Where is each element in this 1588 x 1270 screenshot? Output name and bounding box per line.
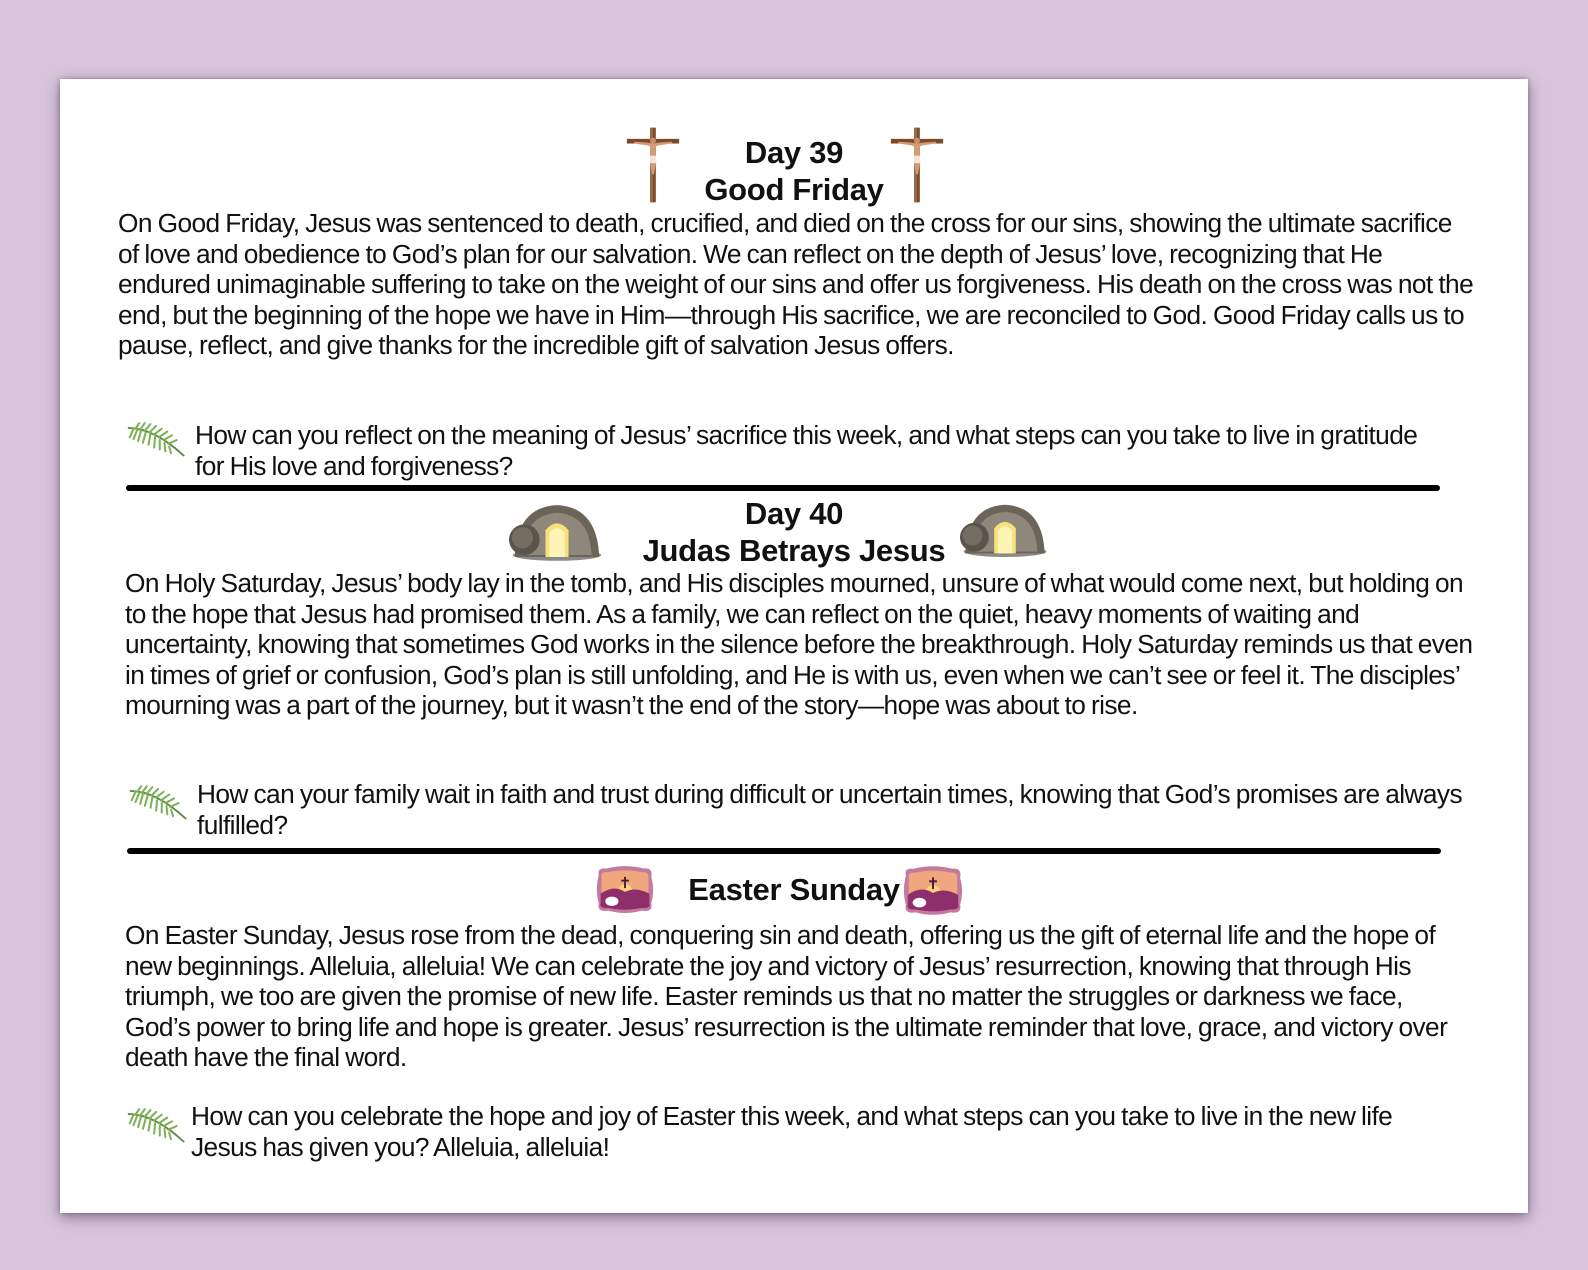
reflection-prompt: How can you reflect on the meaning of Jesus’ sacrifice this week, and what steps can you take to live in gratitude for His love and forgiveness? [195,420,1418,481]
reflection-prompt: How can your family wait in faith and trust during difficult or uncertain times, knowing that God’s promises are always fulfilled? [197,779,1462,840]
section-heading [60,134,1528,208]
palm-branch-icon [126,1108,186,1146]
section-divider [127,848,1441,854]
section-body: On Good Friday, Jesus was sentenced to death, crucified, and died on the cross for our sins, showing the ultimate sacrifice of love and obedience to God’s plan for our salvation. We can reflect on the depth of Jesus’ love, recognizing that He endured unimaginable suffering to take on the weight of our sins and offer us forgiveness. His death on the cross was not the end, but the beginning of the hope we have in Him—through His sacrifice, we are reconciled to God. Good Friday calls us to pause, reflect, and give thanks for the incredible gift of salvation Jesus offers. [118,208,1474,360]
palm-branch-icon [128,785,188,823]
devotional-page [60,79,1528,1213]
section-title: Good Friday [704,172,884,207]
day-label: Day 40 [744,496,844,531]
palm-branch-icon [126,422,186,460]
section-body: On Easter Sunday, Jesus rose from the dead, conquering sin and death, offering us the gift of eternal life and the hope of new beginnings. Alleluia, alleluia! We can celebrate the joy and victory of Jesus’ resurrection, knowing that through His triumph, we too are given the promise of new life. Easter reminds us that no matter the struggles or darkness we face, God’s power to bring life and hope is greater. Jesus’ resurrection is the ultimate reminder that love, grace, and victory over death have the final word. [125,920,1448,1072]
section-heading [60,495,1528,569]
section-heading [60,871,1528,908]
section-divider [126,485,1440,491]
section-body: On Holy Saturday, Jesus’ body lay in the tomb, and His disciples mourned, unsure of what would come next, but holding on to the hope that Jesus had promised them. As a family, we can reflect on the quiet, heavy moments of waiting and uncertainty, knowing that sometimes God works in the silence before the breakthrough. Holy Saturday reminds us that even in times of grief or confusion, God’s plan is still unfolding, and He is with us, even when we can’t see or feel it. The disciples’ mourning was a part of the journey, but it wasn’t the end of the story—hope was about to rise. [125,568,1473,720]
section-title: Easter Sunday [688,872,900,907]
day-label: Day 39 [744,135,844,170]
reflection-prompt: How can you celebrate the hope and joy of Easter this week, and what steps can you take to live in the new life Jesus has given you? Alleluia, alleluia! [191,1101,1393,1162]
section-title: Judas Betrays Jesus [642,533,946,568]
